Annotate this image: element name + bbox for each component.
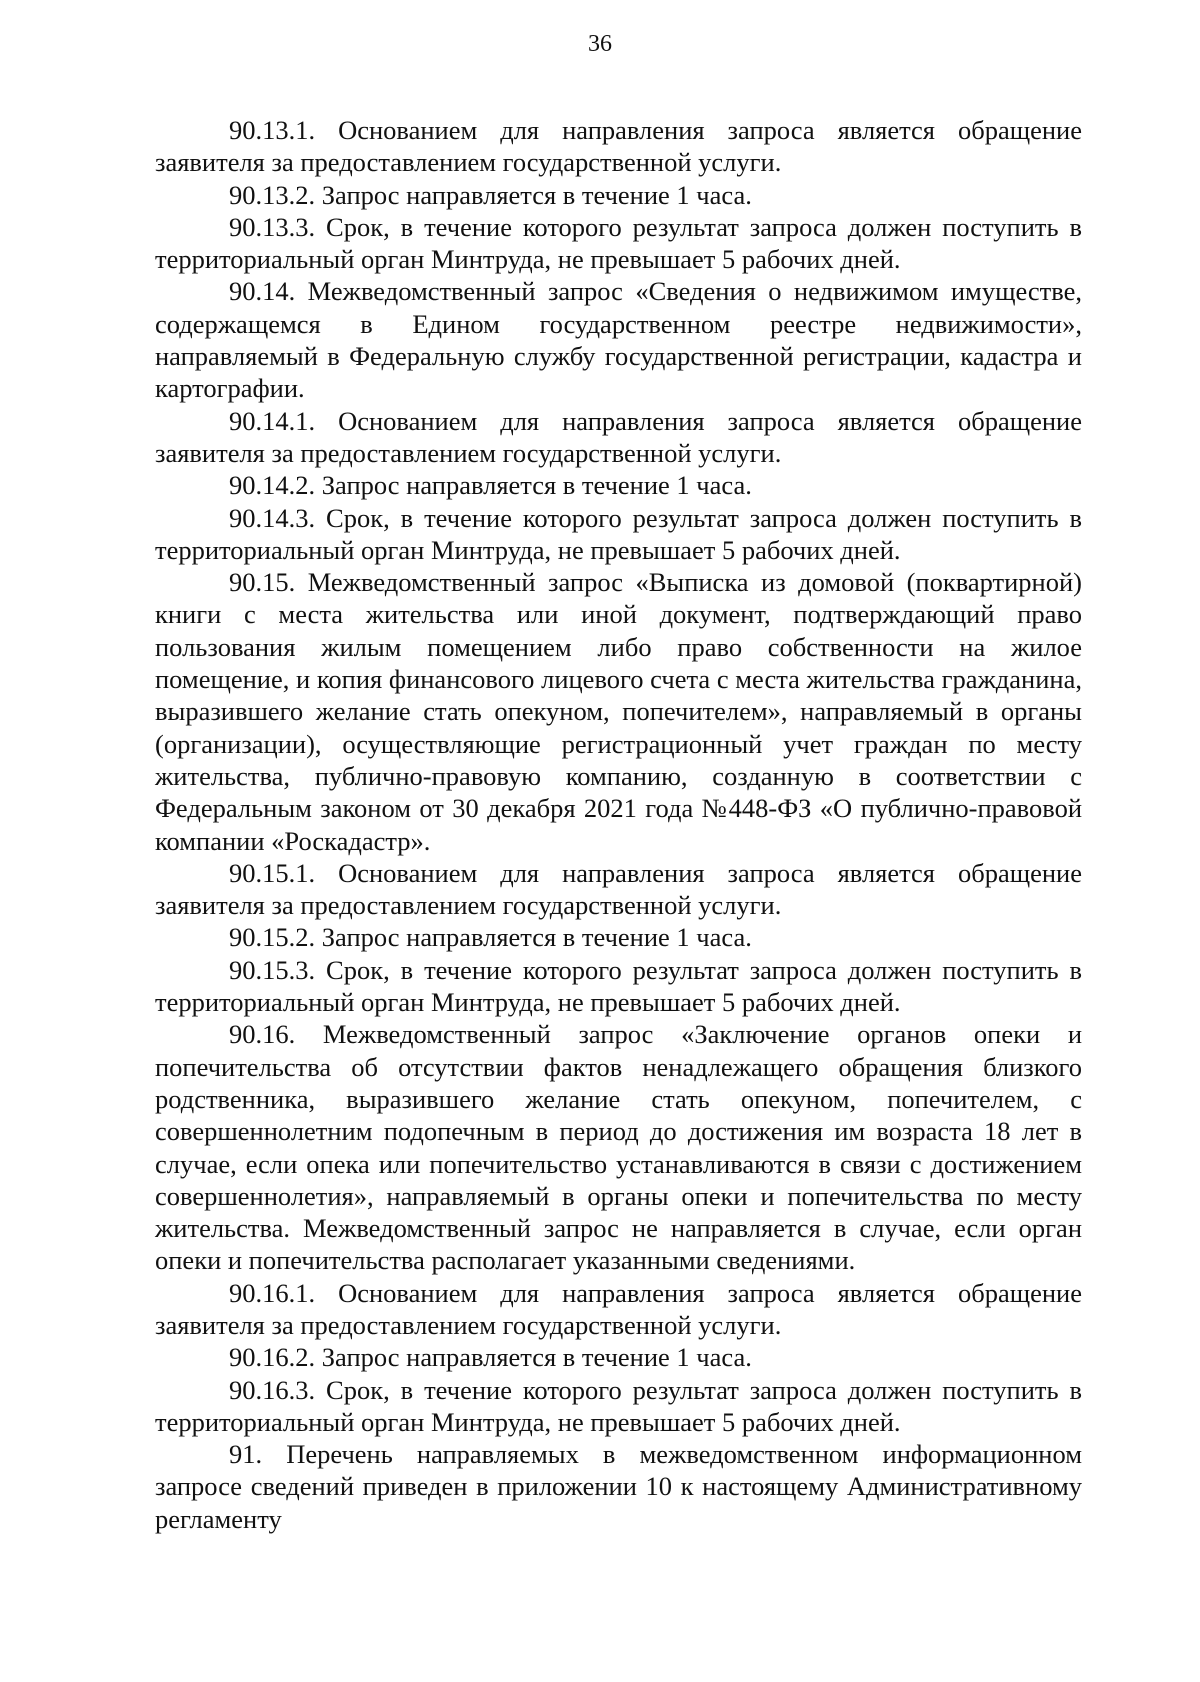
paragraph-90-16-1: 90.16.1. Основанием для направления запроса является обращение заявителя за предоставлением государственной услуги. [155,1277,1082,1340]
paragraph-90-14-3: 90.14.3. Срок, в течение которого результат запроса должен поступить в территориальный орган Минтруда, не превышает 5 рабочих дней. [155,502,1082,565]
paragraph-90-15: 90.15. Межведомственный запрос «Выписка из домовой (поквартирной) книги с места жительства или иной документ, подтверждающий право пользования жилым помещением либо право собственности на жилое помещение, и копия финансового лицевого счета с места жительства гражданина, выразившего желание стать опекуном, попечителем», направляемый в органы (организации), осуществляющие регистрационный учет граждан по месту жительства, публично-правовую компанию, созданную в соответствии с Федеральным законом от 30 декабря 2021 года №448-ФЗ «О публично-правовой компании «Роскадастр». [155,567,1082,856]
document-body [155,114,1082,1535]
paragraph-90-15-2: 90.15.2. Запрос направляется в течение 1 часа. [229,922,752,953]
paragraph-90-16-3: 90.16.3. Срок, в течение которого результат запроса должен поступить в территориальный орган Минтруда, не превышает 5 рабочих дней. [155,1374,1082,1437]
paragraph-90-14-2: 90.14.2. Запрос направляется в течение 1 часа. [229,470,752,501]
paragraph-90-15-3: 90.15.3. Срок, в течение которого результат запроса должен поступить в территориальный орган Минтруда, не превышает 5 рабочих дней. [155,954,1082,1018]
page-number: 36 [588,31,612,57]
paragraph-90-16: 90.16. Межведомственный запрос «Заключение органов опеки и попечительства об отсутствии фактов ненадлежащего обращения близкого родственника, выразившего желание стать опекуном, попечителем, с совершеннолетним подопечным в период до достижения им возраста 18 лет в случае, если опека или попечительство устанавливаются в связи с достижением совершеннолетия», направляемый в органы опеки и попечительства по месту жительства. Межведомственный запрос не направляется в случае, если орган опеки и попечительства располагает указанными сведениями. [155,1019,1082,1276]
paragraph-91: 91. Перечень направляемых в межведомственном информационном запросе сведений приведен в приложении 10 к настоящему Административному регламенту [155,1439,1082,1534]
paragraph-90-16-2: 90.16.2. Запрос направляется в течение 1 часа. [229,1342,752,1373]
paragraph-90-14-1: 90.14.1. Основанием для направления запроса является обращение заявителя за предоставлением государственной услуги. [155,405,1082,468]
paragraph-90-13-3: 90.13.3. Срок, в течение которого результат запроса должен поступить в территориальный орган Минтруда, не превышает 5 рабочих дней. [155,211,1082,275]
paragraph-90-13-2: 90.13.2. Запрос направляется в течение 1 часа. [229,179,752,210]
paragraph-90-13-1: 90.13.1. Основанием для направления запроса является обращение заявителя за предоставлением государственной услуги. [155,115,1082,178]
paragraph-90-15-1: 90.15.1. Основанием для направления запроса является обращение заявителя за предоставлением государственной услуги. [155,857,1082,921]
paragraph-90-14: 90.14. Межведомственный запрос «Сведения о недвижимом имуществе, содержащемся в Едином государственном реестре недвижимости», направляемый в Федеральную службу государственной регистрации, кадастра и картографии. [155,276,1082,404]
